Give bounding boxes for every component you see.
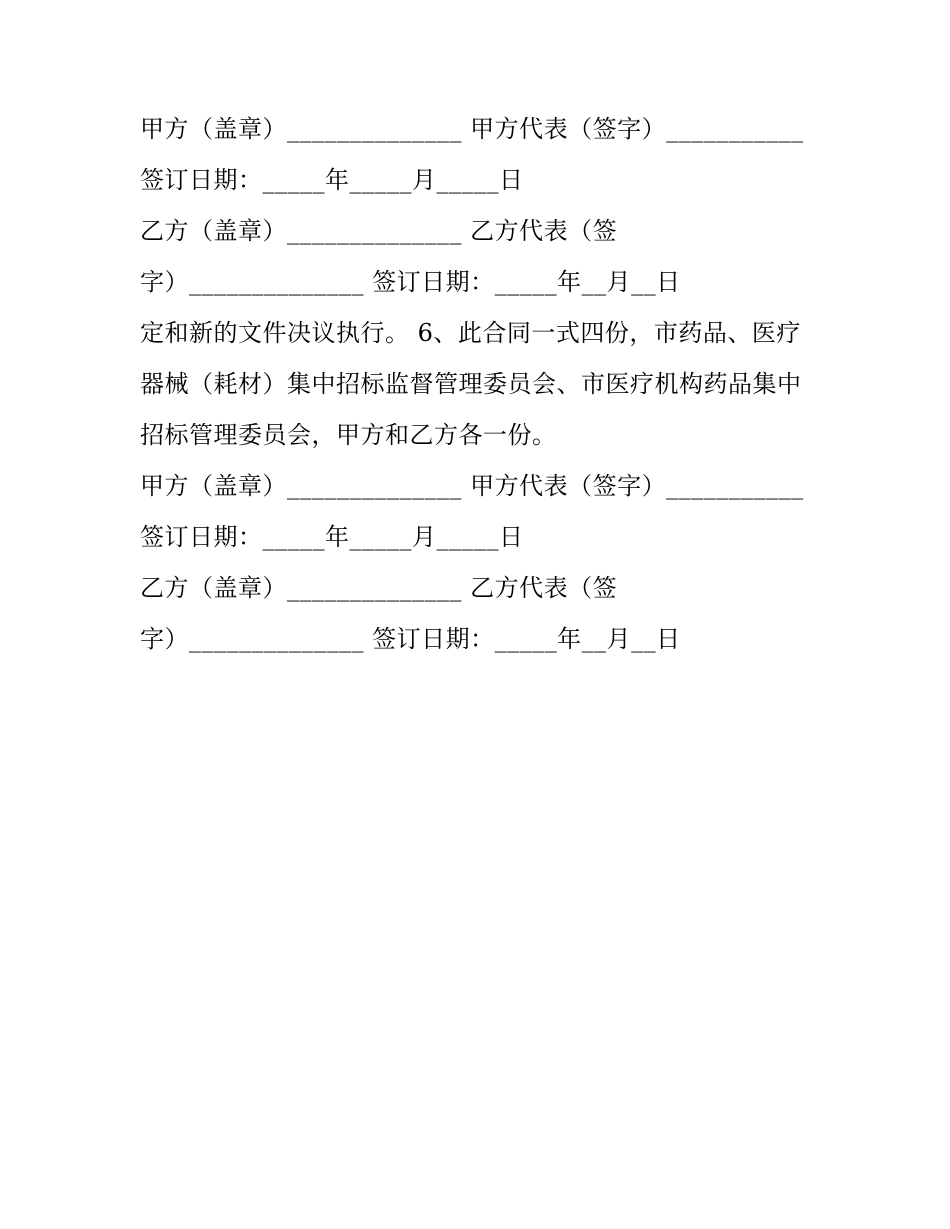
party-b-signature-line: 乙方（盖章）______________ 乙方代表（签 — [140, 574, 618, 602]
party-a-signature-line: 甲方（盖章）______________ 甲方代表（签字）___________ — [140, 115, 804, 143]
party-b-signature-date-line: 字）______________ 签订日期：_____年__月__日 — [140, 625, 681, 653]
document-body — [140, 104, 820, 665]
clause-text-line: 招标管理委员会，甲方和乙方各一份。 — [140, 421, 557, 449]
party-a-signature-line: 甲方（盖章）______________ 甲方代表（签字）___________ — [140, 472, 804, 500]
party-b-signature-line: 乙方（盖章）______________ 乙方代表（签 — [140, 217, 618, 245]
clause-text-line: 定和新的文件决议执行。 6、此合同一式四份，市药品、医疗 — [140, 319, 801, 347]
party-b-signature-date-line: 字）______________ 签订日期：_____年__月__日 — [140, 268, 681, 296]
clause-text-line: 器械（耗材）集中招标监督管理委员会、市医疗机构药品集中 — [140, 370, 802, 398]
signing-date-line: 签订日期：_____年_____月_____日 — [140, 166, 524, 194]
signing-date-line: 签订日期：_____年_____月_____日 — [140, 523, 524, 551]
